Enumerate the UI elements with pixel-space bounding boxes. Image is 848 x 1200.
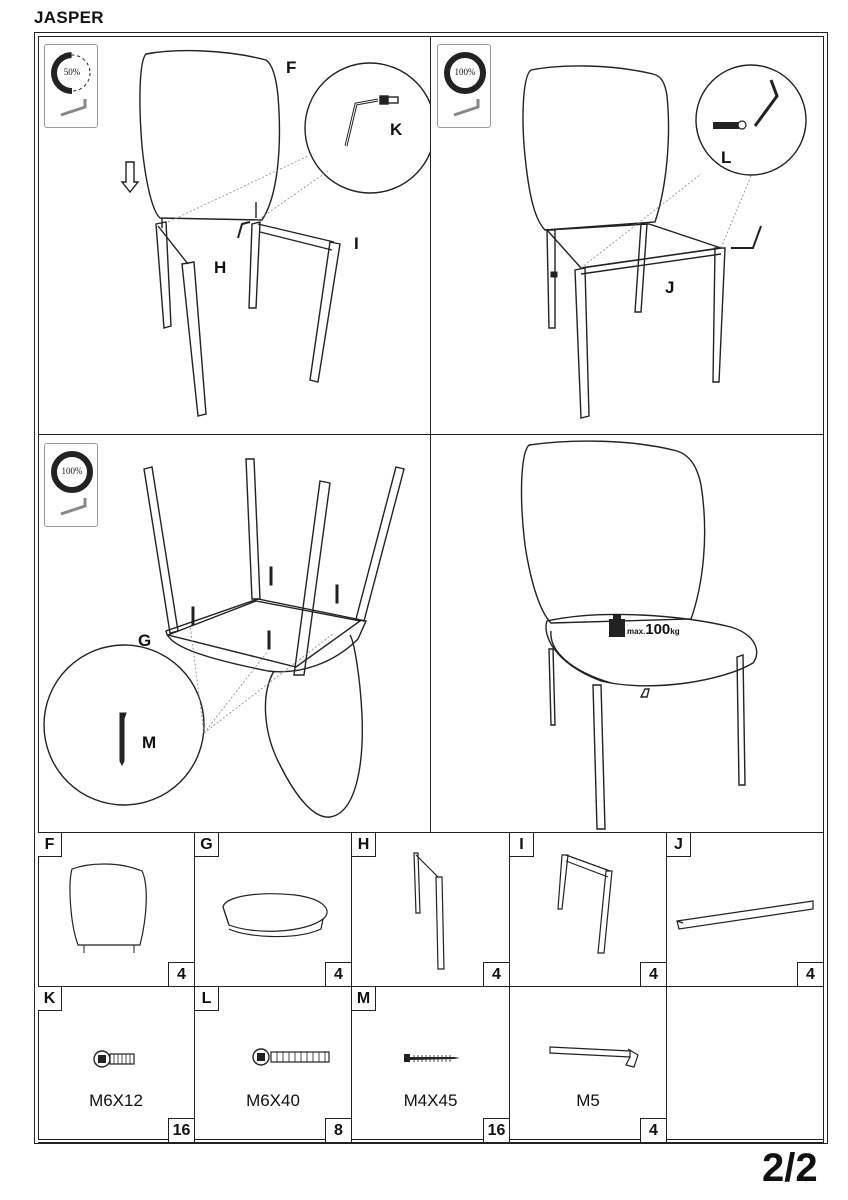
part-quantity: 16 xyxy=(168,1118,194,1142)
part-size: M4X45 xyxy=(403,1091,458,1110)
part-quantity: 4 xyxy=(325,962,351,986)
part-letter: L xyxy=(195,987,219,1011)
part-cell-I xyxy=(510,833,667,987)
part-quantity: 4 xyxy=(483,962,509,986)
part-cell-empty xyxy=(667,987,824,1143)
step-4-panel xyxy=(431,435,824,832)
part-size: M6X12 xyxy=(89,1091,143,1110)
page-number: 2/2 xyxy=(762,1146,818,1190)
max-load-prefix: max. xyxy=(627,627,646,636)
label-screw: M xyxy=(142,733,157,752)
label-seat: G xyxy=(138,631,152,650)
part-quantity: 4 xyxy=(797,962,823,986)
part-size: M6X40 xyxy=(246,1091,300,1110)
step-3-panel xyxy=(38,435,430,832)
part-cell-K xyxy=(38,987,195,1143)
part-quantity: 4 xyxy=(640,1118,666,1142)
label-back-legs: I xyxy=(354,234,359,253)
max-load-label xyxy=(627,621,680,638)
part-letter: M xyxy=(352,987,376,1011)
max-load-value: 100 xyxy=(645,621,671,638)
step-1-panel xyxy=(38,36,430,434)
part-cell-M xyxy=(352,987,510,1143)
part-cell-J xyxy=(667,833,824,987)
part-letter: J xyxy=(667,833,691,857)
label-bolt: L xyxy=(721,148,732,167)
part-quantity: 4 xyxy=(168,962,194,986)
tightness-text: 50% xyxy=(63,67,81,77)
part-cell-allen-key xyxy=(510,987,667,1143)
part-size: M5 xyxy=(576,1091,600,1110)
tightness-badge xyxy=(44,443,98,527)
label-rail: J xyxy=(665,278,675,297)
label-bolt: K xyxy=(390,120,403,139)
step-2-panel xyxy=(431,36,824,434)
tightness-badge xyxy=(44,44,98,128)
part-cell-L xyxy=(195,987,352,1143)
part-cell-G xyxy=(195,833,352,987)
part-quantity: 16 xyxy=(483,1118,509,1142)
tightness-text: 100% xyxy=(454,67,476,77)
part-letter: K xyxy=(38,987,62,1011)
part-letter: H xyxy=(352,833,376,857)
part-quantity: 8 xyxy=(325,1118,351,1142)
label-front-legs: H xyxy=(214,258,227,277)
label-seat-back: F xyxy=(286,58,297,77)
part-letter: G xyxy=(195,833,219,857)
document-title: JASPER xyxy=(34,8,104,27)
part-letter: I xyxy=(510,833,534,857)
tightness-text: 100% xyxy=(61,466,83,476)
part-cell-F xyxy=(38,833,195,987)
tightness-badge xyxy=(437,44,491,128)
part-cell-H xyxy=(352,833,510,987)
part-quantity: 4 xyxy=(640,962,666,986)
part-letter: F xyxy=(38,833,62,857)
max-load-unit: kg xyxy=(670,627,680,636)
